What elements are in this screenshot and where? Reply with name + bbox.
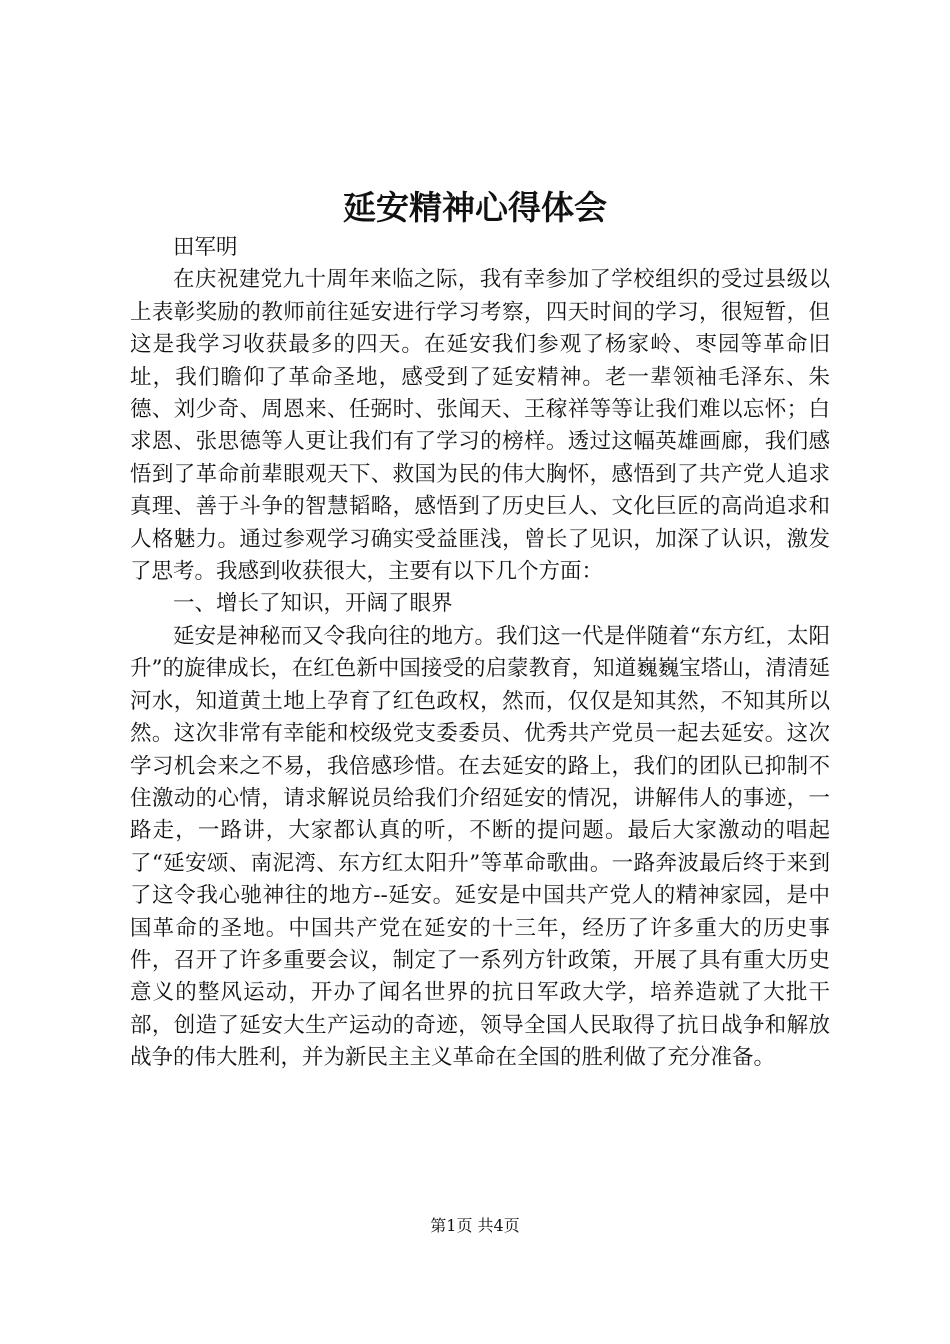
paragraph-yanan: 延安是神秘而又令我向往的地方。我们这一代是伴随着“东方红，太阳升”的旋律成长，在红色新中国接受的启蒙教育，知道巍巍宝塔山，清清延河水，知道黄土地上孕育了红色政权，然而，仅仅是知其然，不知其所以然。这次非常有幸能和校级党支委委员、优秀共产党员一起去延安。这次学习机会来之不易，我倍感珍惜。在去延安的路上，我们的团队已抑制不住激动的心情，请求解说员给我们介绍延安的情况，讲解伟人的事迹，一路走，一路讲，大家都认真的听，不断的提问题。最后大家激动的唱起了“延安颂、南泥湾、东方红太阳升”等革命歌曲。一路奔波最后终于来到了这令我心驰神往的地方--延安。延安是中国共产党人的精神家园，是中国革命的圣地。中国共产党在延安的十三年，经历了许多重大的历史事件，召开了许多重要会议，制定了一系列方针政策，开展了具有重大历史意义的整风运动，开办了闻名世界的抗日军政大学，培养造就了大批干部，创造了延安大生产运动的奇迹，领导全国人民取得了抗日战争和解放战争的伟大胜利，并为新民主主义革命在全国的胜利做了充分准备。 — [130, 623, 830, 1071]
document-title: 延安精神心得体会 — [343, 188, 607, 227]
author-name: 田军明 — [173, 235, 238, 260]
section-heading: 一、增长了知识，开阔了眼界 — [173, 591, 453, 617]
page-footer: 第1页 共4页 — [430, 1216, 520, 1235]
paragraph-intro: 在庆祝建党九十周年来临之际，我有幸参加了学校组织的受过县级以上表彰奖励的教师前往延安进行学习考察，四天时间的学习，很短暂，但这是我学习收获最多的四天。在延安我们参观了杨家岭、枣园等革命旧址，我们瞻仰了革命圣地，感受到了延安精神。老一辈领袖毛泽东、朱德、刘少奇、周恩来、任弼时、张闻天、王稼祥等等让我们难以忘怀；白求恩、张思德等人更让我们有了学习的榜样。透过这幅英雄画廊，我们感悟到了革命前辈眼观天下、救国为民的伟大胸怀，感悟到了共产党人追求真理、善于斗争的智慧韬略，感悟到了历史巨人、文化巨匠的高尚追求和人格魅力。通过参观学习确实受益匪浅，曾长了见识，加深了认识，激发了思考。我感到收获很大，主要有以下几个方面： — [130, 267, 830, 585]
document-body — [130, 232, 830, 1075]
